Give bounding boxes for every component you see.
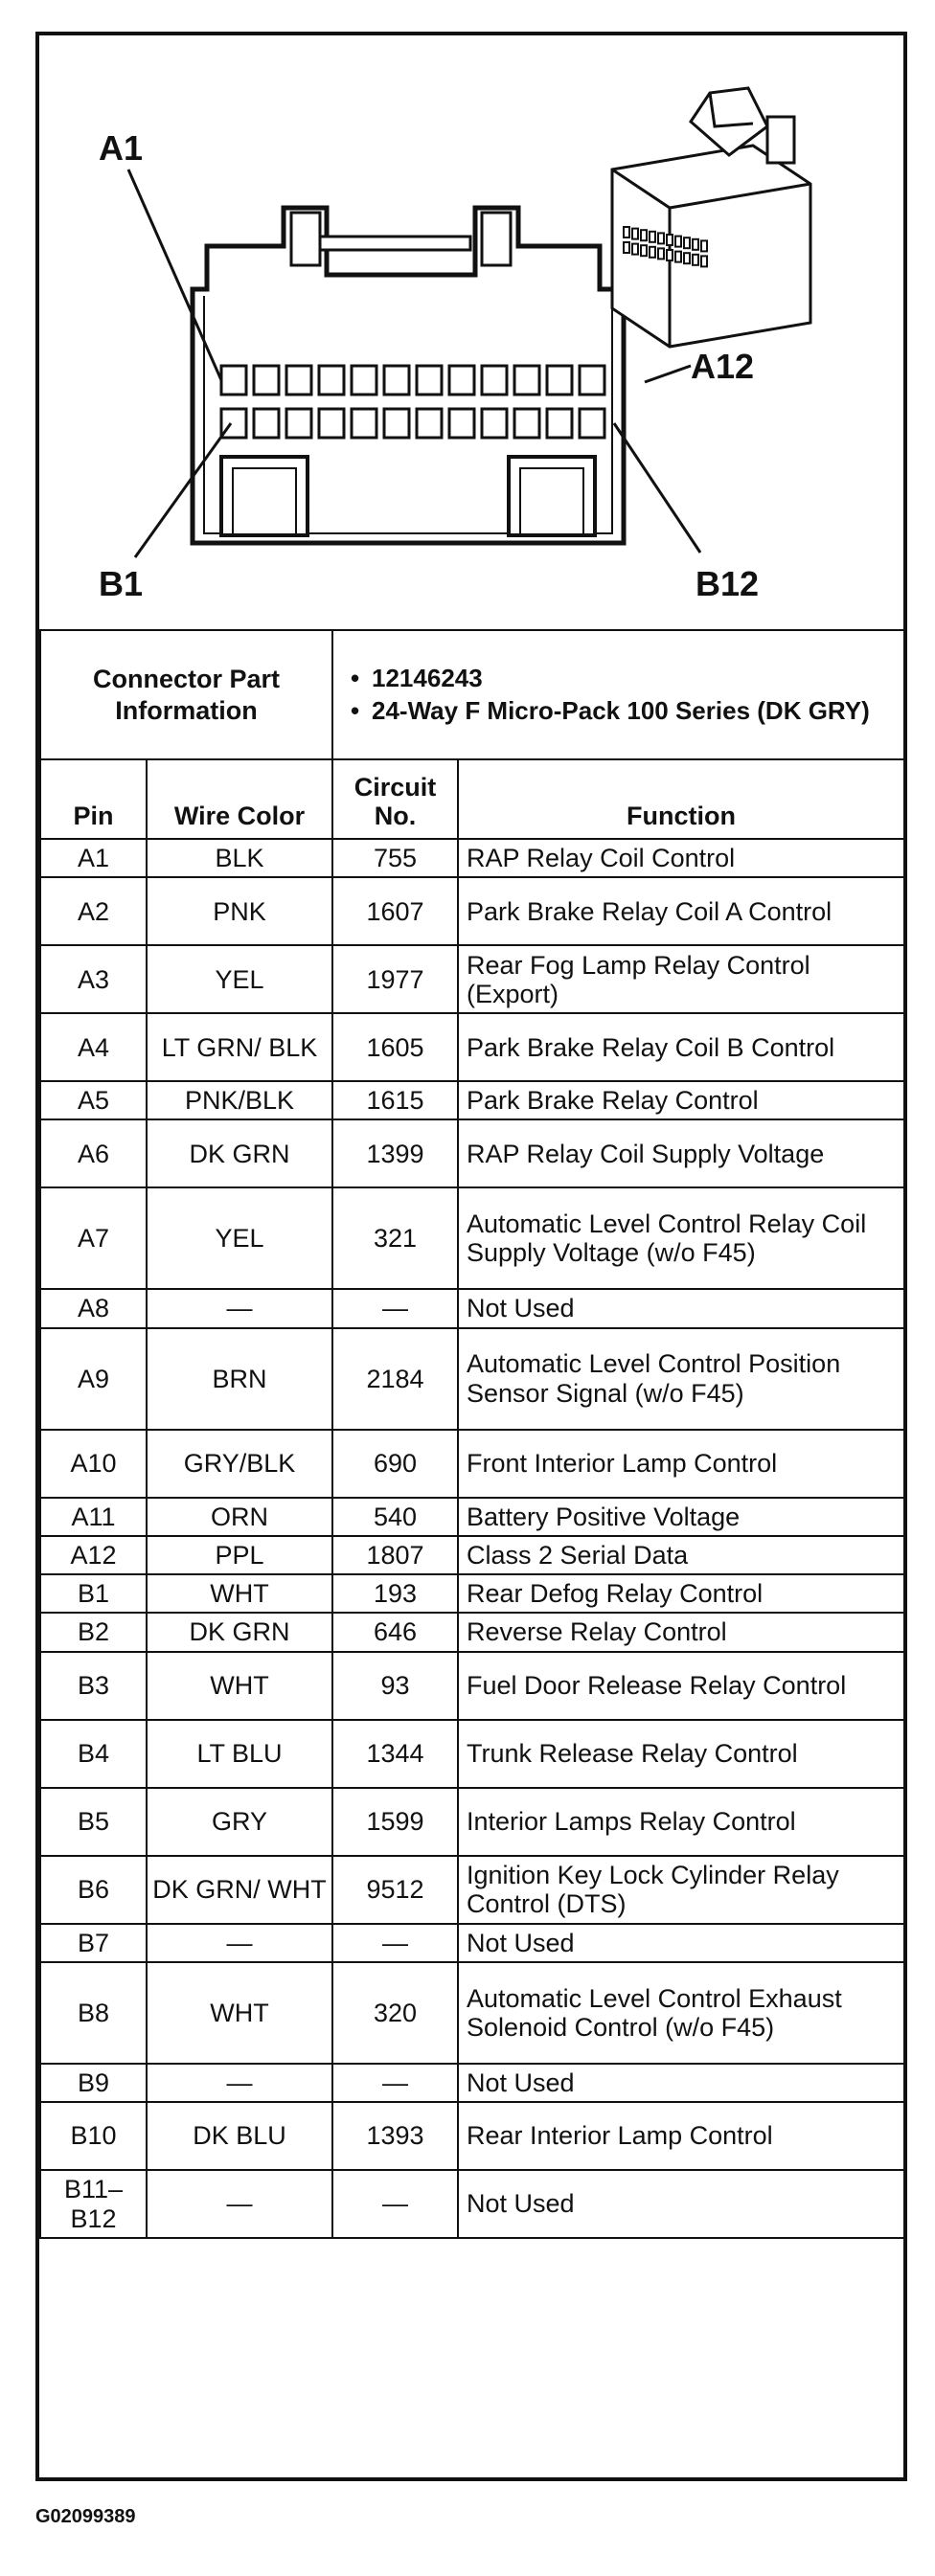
pin-cell: B7: [40, 1924, 147, 1962]
pin-cell: A5: [40, 1081, 147, 1119]
leader-a12: [645, 366, 691, 382]
connector-diagram: [39, 35, 903, 629]
wire-color-cell: ORN: [147, 1498, 332, 1536]
lock-tab-right: [482, 213, 511, 265]
pin-cell: B5: [40, 1788, 147, 1856]
circuit-cell: —: [332, 1289, 458, 1327]
function-cell: Automatic Level Control Position Sensor Signal (w/o F45): [458, 1328, 904, 1430]
pin-cell: B11– B12: [40, 2170, 147, 2238]
circuit-cell: 1807: [332, 1536, 458, 1574]
table-row: [40, 1652, 904, 1720]
circuit-cell: 320: [332, 1962, 458, 2064]
cavity-b11: [547, 409, 572, 438]
pin-cell: A7: [40, 1187, 147, 1289]
circuit-cell: 1977: [332, 945, 458, 1013]
function-cell: Front Interior Lamp Control: [458, 1430, 904, 1498]
table-row: [40, 2102, 904, 2170]
table-row: [40, 945, 904, 1013]
pin-cell: B9: [40, 2064, 147, 2102]
table-row: [40, 1187, 904, 1289]
table-row: [40, 1613, 904, 1651]
table-row: [40, 839, 904, 877]
pin-cell: B10: [40, 2102, 147, 2170]
cavity-a10: [514, 366, 539, 395]
pin-cell: A4: [40, 1013, 147, 1081]
wire-color-cell: LT GRN/ BLK: [147, 1013, 332, 1081]
function-cell: Park Brake Relay Coil B Control: [458, 1013, 904, 1081]
circuit-cell: 9512: [332, 1856, 458, 1924]
function-cell: Not Used: [458, 2064, 904, 2102]
cavity-b8: [449, 409, 474, 438]
connector-info-label: Connector Part Information: [40, 630, 332, 759]
function-cell: Automatic Level Control Relay Coil Supply Voltage (w/o F45): [458, 1187, 904, 1289]
function-cell: Not Used: [458, 1924, 904, 1962]
cavity-b7: [417, 409, 442, 438]
circuit-cell: 2184: [332, 1328, 458, 1430]
wire-color-cell: —: [147, 1924, 332, 1962]
function-cell: Rear Defog Relay Control: [458, 1574, 904, 1613]
circuit-cell: 646: [332, 1613, 458, 1651]
circuit-cell: —: [332, 2064, 458, 2102]
mini-pin: [667, 235, 673, 245]
pin-cell: A9: [40, 1328, 147, 1430]
wire-color-cell: —: [147, 2170, 332, 2238]
mini-pin: [641, 245, 647, 256]
function-cell: Automatic Level Control Exhaust Solenoid Control (w/o F45): [458, 1962, 904, 2064]
lock-tab-left: [291, 213, 320, 265]
cavity-a5: [352, 366, 376, 395]
pin-cell: B8: [40, 1962, 147, 2064]
table-row: [40, 1788, 904, 1856]
cavity-a3: [286, 366, 311, 395]
mini-pin: [675, 237, 681, 247]
cavity-b2: [254, 409, 279, 438]
circuit-cell: 1393: [332, 2102, 458, 2170]
mini-pin: [693, 239, 698, 250]
circuit-cell: 1599: [332, 1788, 458, 1856]
function-cell: Trunk Release Relay Control: [458, 1720, 904, 1788]
mini-pin: [650, 247, 655, 258]
circuit-cell: 1607: [332, 877, 458, 945]
pin-cell: B3: [40, 1652, 147, 1720]
mini-pin: [641, 230, 647, 240]
mini-pin: [658, 233, 664, 243]
table-row: [40, 877, 904, 945]
table-row: [40, 1013, 904, 1081]
function-cell: RAP Relay Coil Supply Voltage: [458, 1119, 904, 1187]
mini-pin: [693, 255, 698, 265]
cavity-a9: [482, 366, 507, 395]
circuit-cell: —: [332, 1924, 458, 1962]
table-row: [40, 1924, 904, 1962]
cavity-b4: [319, 409, 344, 438]
pin-cell: A8: [40, 1289, 147, 1327]
cavity-b12: [580, 409, 604, 438]
wire-color-cell: WHT: [147, 1962, 332, 2064]
connector-figure: [35, 32, 907, 2481]
cavity-b3: [286, 409, 311, 438]
wire-color-cell: WHT: [147, 1652, 332, 1720]
cavity-a2: [254, 366, 279, 395]
connector-type: • 24-Way F Micro-Pack 100 Series (DK GRY): [372, 697, 894, 726]
col-header-wire-color: Wire Color: [147, 759, 332, 839]
function-cell: Park Brake Relay Control: [458, 1081, 904, 1119]
cavity-a11: [547, 366, 572, 395]
label-b1: B1: [99, 564, 144, 603]
wire-color-cell: PNK/BLK: [147, 1081, 332, 1119]
circuit-cell: 540: [332, 1498, 458, 1536]
wire-color-cell: PNK: [147, 877, 332, 945]
mini-pin: [701, 240, 707, 251]
function-cell: Battery Positive Voltage: [458, 1498, 904, 1536]
connector-drawing: [39, 35, 903, 629]
pin-cell: A10: [40, 1430, 147, 1498]
wire-color-cell: GRY/BLK: [147, 1430, 332, 1498]
table-row: [40, 2064, 904, 2102]
label-a1: A1: [99, 128, 144, 168]
pin-cell: B2: [40, 1613, 147, 1651]
wire-color-cell: YEL: [147, 1187, 332, 1289]
table-row: [40, 1720, 904, 1788]
cavity-b5: [352, 409, 376, 438]
pin-cell: A3: [40, 945, 147, 1013]
table-row: [40, 2170, 904, 2238]
circuit-cell: 690: [332, 1430, 458, 1498]
mini-pin: [684, 253, 690, 263]
table-row: [40, 1289, 904, 1327]
wire-color-cell: WHT: [147, 1574, 332, 1613]
wire-color-cell: YEL: [147, 945, 332, 1013]
function-cell: Ignition Key Lock Cylinder Relay Control (DTS): [458, 1856, 904, 1924]
mini-pin: [650, 232, 655, 242]
label-b12: B12: [696, 564, 760, 603]
function-cell: RAP Relay Coil Control: [458, 839, 904, 877]
pin-cell: B6: [40, 1856, 147, 1924]
pin-cell: B4: [40, 1720, 147, 1788]
leader-b12: [614, 423, 700, 553]
function-cell: Park Brake Relay Coil A Control: [458, 877, 904, 945]
wire-color-cell: DK GRN: [147, 1613, 332, 1651]
label-a12: A12: [691, 347, 755, 386]
wire-color-cell: GRY: [147, 1788, 332, 1856]
mini-pin: [675, 252, 681, 262]
table-row: [40, 1081, 904, 1119]
cavity-a1: [221, 366, 246, 395]
wire-color-cell: —: [147, 2064, 332, 2102]
table-row: [40, 1536, 904, 1574]
function-cell: Rear Interior Lamp Control: [458, 2102, 904, 2170]
table-row: [40, 1430, 904, 1498]
pin-cell: A2: [40, 877, 147, 945]
circuit-cell: 321: [332, 1187, 458, 1289]
wire-color-cell: DK GRN/ WHT: [147, 1856, 332, 1924]
col-header-function: Function: [458, 759, 904, 839]
pinout-table: [39, 629, 905, 2239]
circuit-cell: 193: [332, 1574, 458, 1613]
table-row: [40, 1328, 904, 1430]
table-row: [40, 1856, 904, 1924]
cavity-a6: [384, 366, 409, 395]
mini-pin: [684, 237, 690, 248]
cavity-a4: [319, 366, 344, 395]
mini-pin: [667, 250, 673, 260]
mini-pin: [624, 227, 629, 237]
table-row: [40, 1962, 904, 2064]
cavity-b9: [482, 409, 507, 438]
function-cell: Fuel Door Release Relay Control: [458, 1652, 904, 1720]
mini-pin: [632, 229, 638, 239]
figure-id: G02099389: [35, 2506, 136, 2527]
cavity-a8: [449, 366, 474, 395]
wire-color-cell: —: [147, 1289, 332, 1327]
function-cell: Reverse Relay Control: [458, 1613, 904, 1651]
wire-color-cell: PPL: [147, 1536, 332, 1574]
table-row: [40, 1119, 904, 1187]
function-cell: Class 2 Serial Data: [458, 1536, 904, 1574]
wire-color-cell: LT BLU: [147, 1720, 332, 1788]
cavity-a7: [417, 366, 442, 395]
circuit-cell: —: [332, 2170, 458, 2238]
wire-color-cell: DK BLU: [147, 2102, 332, 2170]
circuit-cell: 1399: [332, 1119, 458, 1187]
connector-3d-view: [612, 88, 810, 347]
pin-cell: B1: [40, 1574, 147, 1613]
table-row: [40, 1574, 904, 1613]
connector-info-list: [343, 665, 894, 726]
wire-color-cell: DK GRN: [147, 1119, 332, 1187]
cavity-b10: [514, 409, 539, 438]
pin-cell: A12: [40, 1536, 147, 1574]
mini-pin: [701, 256, 707, 266]
mini-pin: [658, 248, 664, 259]
function-cell: Not Used: [458, 1289, 904, 1327]
function-cell: Not Used: [458, 2170, 904, 2238]
pin-cell: A1: [40, 839, 147, 877]
wire-color-cell: BLK: [147, 839, 332, 877]
circuit-cell: 755: [332, 839, 458, 877]
pin-cell: A6: [40, 1119, 147, 1187]
mini-pin: [632, 244, 638, 255]
wire-color-cell: BRN: [147, 1328, 332, 1430]
col-header-circuit: Circuit No.: [332, 759, 458, 839]
col-header-pin: Pin: [40, 759, 147, 839]
circuit-cell: 1605: [332, 1013, 458, 1081]
cavity-b6: [384, 409, 409, 438]
cavity-a12: [580, 366, 604, 395]
circuit-cell: 1344: [332, 1720, 458, 1788]
mini-pin: [624, 242, 629, 253]
function-cell: Rear Fog Lamp Relay Control (Export): [458, 945, 904, 1013]
function-cell: Interior Lamps Relay Control: [458, 1788, 904, 1856]
table-row: [40, 1498, 904, 1536]
circuit-cell: 93: [332, 1652, 458, 1720]
pin-cell: A11: [40, 1498, 147, 1536]
connector-part-number: • 12146243: [372, 665, 894, 693]
circuit-cell: 1615: [332, 1081, 458, 1119]
